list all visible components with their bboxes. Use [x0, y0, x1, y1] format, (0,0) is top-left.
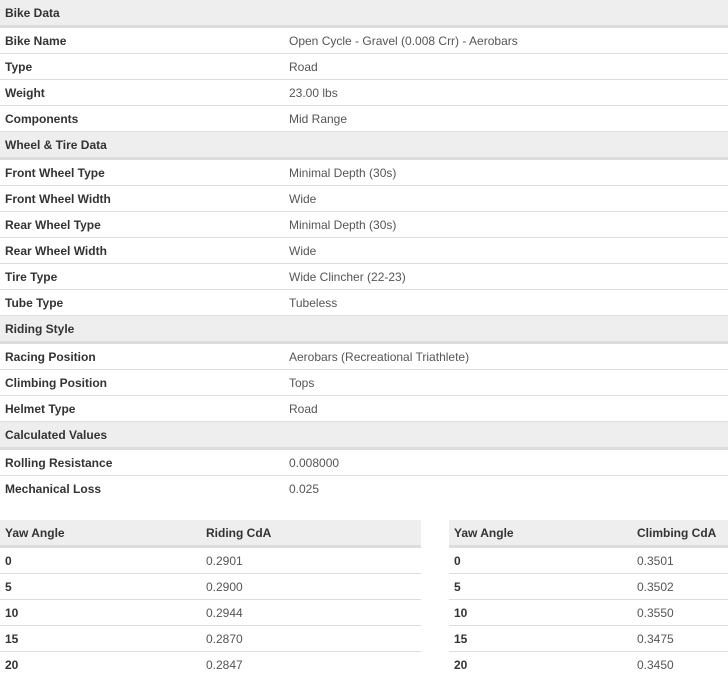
table-row: [0, 626, 421, 652]
table-row-rolling-resistance: [0, 449, 728, 476]
row-label: Climbing Position: [0, 370, 284, 396]
section-title: Bike Data: [0, 0, 728, 27]
section-title: Calculated Values: [0, 422, 728, 449]
table-row: [0, 652, 421, 678]
row-label: Weight: [0, 80, 284, 106]
table-row-climbing-position: [0, 370, 728, 396]
row-label: Type: [0, 54, 284, 80]
row-value: 0.025: [289, 481, 320, 496]
row-value: Tubeless: [284, 290, 728, 316]
cda-value-cell: 0.2847: [206, 657, 243, 672]
cda-value-cell: 0.3501: [632, 547, 728, 574]
row-label: Mechanical Loss: [5, 481, 102, 496]
row-value: Aerobars (Recreational Triathlete): [284, 343, 728, 370]
table-row-tube-type: [0, 290, 728, 316]
yaw-angle-cell: 15: [0, 626, 201, 652]
yaw-angle-cell: 5: [0, 574, 201, 600]
section-title: Riding Style: [0, 316, 728, 343]
table-row-rear-wheel-width: [0, 238, 728, 264]
section-header-calculated-values: [0, 422, 728, 449]
row-label: Tube Type: [0, 290, 284, 316]
section-header-wheel-tire: [0, 132, 728, 159]
climbing-cda-table: [449, 520, 728, 677]
cda-value-cell: 0.3550: [632, 600, 728, 626]
table-row-front-wheel-type: [0, 159, 728, 186]
section-title: Wheel & Tire Data: [0, 132, 728, 159]
table-row: [449, 547, 728, 574]
table-row-weight: [0, 80, 728, 106]
row-label: Bike Name: [0, 27, 284, 54]
row-value: Wide Clincher (22-23): [284, 264, 728, 290]
table-row-bike-name: [0, 27, 728, 54]
yaw-angle-cell: 0: [0, 547, 201, 574]
yaw-angle-cell: 10: [449, 600, 632, 626]
table-row: [0, 547, 421, 574]
cda-value-cell: 0.2944: [201, 600, 421, 626]
row-value: Tops: [284, 370, 728, 396]
row-value: Wide: [284, 238, 728, 264]
cda-value-cell: 0.2870: [201, 626, 421, 652]
section-header-bike-data: [0, 0, 728, 27]
cda-value-cell: 0.3475: [632, 626, 728, 652]
row-value: Wide: [284, 186, 728, 212]
row-label: Rear Wheel Width: [0, 238, 284, 264]
row-value: Minimal Depth (30s): [284, 212, 728, 238]
table-header-row: [0, 520, 421, 547]
table-row-mechanical-loss: [0, 476, 728, 502]
cda-value-cell: 0.3450: [637, 657, 674, 672]
row-label: Front Wheel Type: [0, 159, 284, 186]
table-row-components: [0, 106, 728, 132]
row-value: 0.008000: [284, 449, 728, 476]
row-value: Open Cycle - Gravel (0.008 Crr) - Aerobars: [284, 27, 728, 54]
row-value: Mid Range: [284, 106, 728, 132]
riding-cda-table: [0, 520, 421, 677]
column-header-riding-cda: Riding CdA: [201, 520, 421, 547]
section-header-riding-style: [0, 316, 728, 343]
table-row: [449, 626, 728, 652]
table-row: [0, 574, 421, 600]
table-row-tire-type: [0, 264, 728, 290]
row-label: Rolling Resistance: [0, 449, 284, 476]
row-label: Helmet Type: [0, 396, 284, 422]
row-label: Rear Wheel Type: [0, 212, 284, 238]
table-row: [449, 600, 728, 626]
table-row-front-wheel-width: [0, 186, 728, 212]
row-value: 23.00 lbs: [284, 80, 728, 106]
table-row: [449, 574, 728, 600]
column-header-yaw-angle: Yaw Angle: [449, 520, 632, 547]
yaw-angle-cell: 0: [449, 547, 632, 574]
table-row-racing-position: [0, 343, 728, 370]
table-row-rear-wheel-type: [0, 212, 728, 238]
table-row: [0, 600, 421, 626]
row-value: Minimal Depth (30s): [284, 159, 728, 186]
row-label: Front Wheel Width: [0, 186, 284, 212]
yaw-angle-cell: 15: [449, 626, 632, 652]
table-row-type: [0, 54, 728, 80]
row-value: Road: [284, 396, 728, 422]
table-row-helmet-type: [0, 396, 728, 422]
row-label: Racing Position: [0, 343, 284, 370]
column-header-climbing-cda: Climbing CdA: [632, 520, 728, 547]
table-header-row: [449, 520, 728, 547]
row-label: Tire Type: [0, 264, 284, 290]
row-value: Road: [284, 54, 728, 80]
table-row: [449, 652, 728, 678]
column-header-yaw-angle: Yaw Angle: [0, 520, 201, 547]
yaw-angle-cell: 5: [449, 574, 632, 600]
cda-value-cell: 0.2901: [201, 547, 421, 574]
cda-value-cell: 0.3502: [632, 574, 728, 600]
cda-value-cell: 0.2900: [201, 574, 421, 600]
yaw-angle-cell: 20: [5, 657, 19, 672]
row-label: Components: [0, 106, 284, 132]
yaw-angle-cell: 20: [454, 657, 468, 672]
yaw-angle-cell: 10: [0, 600, 201, 626]
